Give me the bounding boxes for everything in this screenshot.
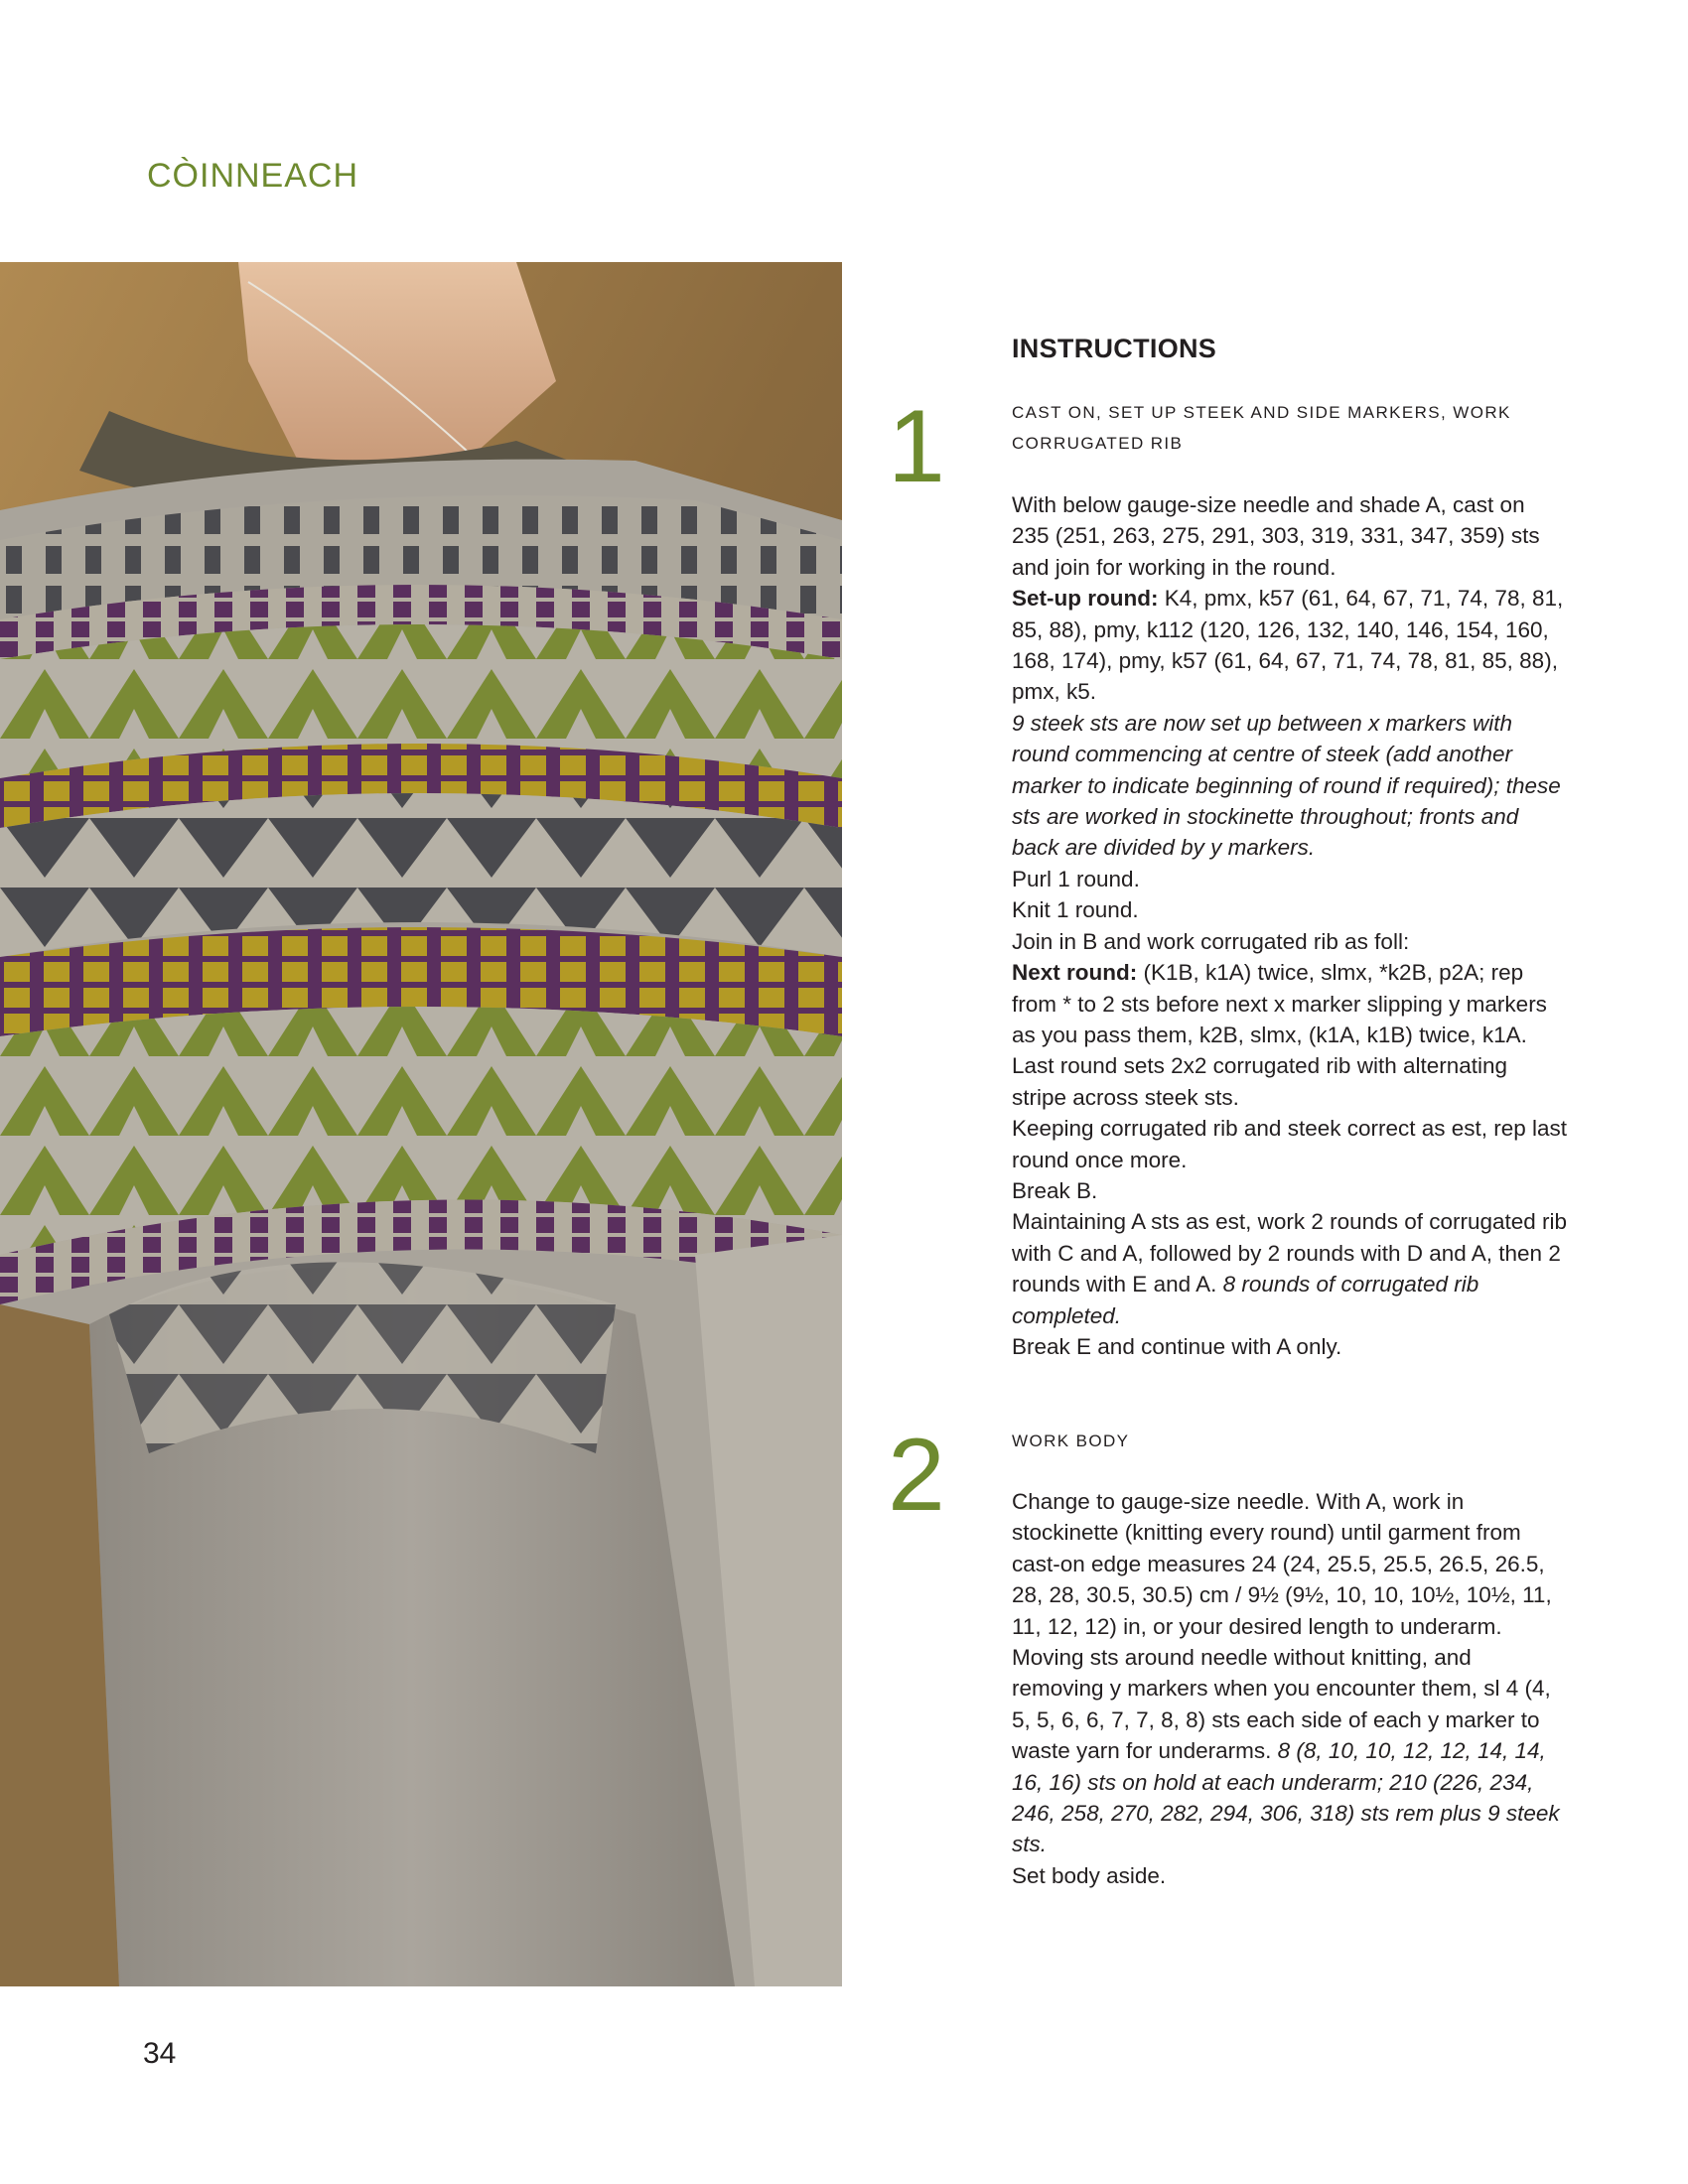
- instruction-text: Keeping corrugated rib and steek correct as est, rep last round once more.: [1012, 1116, 1568, 1172]
- instruction-text: Join in B and work corrugated rib as foll:: [1012, 928, 1410, 954]
- round-label: Set-up round:: [1012, 586, 1159, 612]
- step-heading-1: CAST ON, SET UP STEEK AND SIDE MARKERS, WORK CORRUGATED RIB: [1012, 403, 1511, 453]
- instruction-paragraph: [1012, 1331, 1568, 1362]
- instruction-text: Change to gauge-size needle. With A, work in stockinette (knitting every round) until garment from cast-on edge measures 24 (24, 25.5, 25.5, 26.5, 26.5, 28, 28, 30.5, 30.5) cm / 9½ (9½, 10, 10, 10½, 10½, 11, 11, 12, 12) in, or your desired length to underarm.: [1012, 1489, 1552, 1639]
- instruction-text: Maintaining A sts as est, work 2 rounds of corrugated rib with C and A, followed by 2 rounds with D and A, then 2 rounds with E and A.: [1012, 1209, 1568, 1297]
- pattern-title: CÒINNEACH: [147, 157, 359, 195]
- instruction-paragraph: [1012, 1642, 1568, 1860]
- instruction-paragraph: [1012, 894, 1568, 925]
- instruction-text: Purl 1 round.: [1012, 866, 1140, 891]
- instruction-text: Moving sts around needle without knitting, and removing y markers when you encounter them, sl 4 (4, 5, 5, 6, 6, 7, 7, 8, 8) sts each side of each y marker to waste yarn for underarms.: [1012, 1645, 1551, 1764]
- instruction-text: Set body aside.: [1012, 1862, 1167, 1888]
- page-number: 34: [143, 2037, 177, 2070]
- instruction-paragraph: [1012, 926, 1568, 957]
- instruction-note: 8 rounds of corrugated rib completed.: [1012, 1272, 1479, 1328]
- instruction-text: Last round sets 2x2 corrugated rib with alternating stripe across steek sts.: [1012, 1053, 1508, 1110]
- instruction-paragraph: [1012, 1206, 1568, 1331]
- instruction-paragraph: [1012, 708, 1568, 864]
- instruction-text: With below gauge-size needle and shade A, cast on 235 (251, 263, 275, 291, 303, 319, 331, 347, 359) sts and join for working in the round.: [1012, 492, 1540, 580]
- instruction-paragraph: [1012, 1175, 1568, 1206]
- instruction-note: 9 steek sts are now set up between x markers with round commencing at centre of steek (add another marker to indicate beginning of round if required); these sts are worked in stockinette throughout; fronts and back are divided by y markers.: [1012, 710, 1561, 861]
- instruction-paragraph: [1012, 583, 1568, 708]
- instruction-paragraph: [1012, 1486, 1568, 1642]
- instruction-paragraph: [1012, 1860, 1568, 1891]
- sweater-photo: [0, 262, 842, 1986]
- step-body-1: [1012, 489, 1568, 1362]
- instruction-paragraph: [1012, 1113, 1568, 1175]
- step-body-2: [1012, 1486, 1568, 1891]
- instruction-text: Break E and continue with A only.: [1012, 1333, 1342, 1359]
- instruction-paragraph: [1012, 864, 1568, 894]
- instruction-paragraph: [1012, 489, 1568, 583]
- sweater-yoke-image: [0, 262, 842, 1986]
- round-label: Next round:: [1012, 960, 1138, 986]
- instruction-paragraph: [1012, 957, 1568, 1050]
- step-number-2: 2: [888, 1418, 945, 1533]
- instructions-heading: INSTRUCTIONS: [1012, 334, 1217, 363]
- instruction-text: K4, pmx, k57 (61, 64, 67, 71, 74, 78, 81, 85, 88), pmy, k112 (120, 126, 132, 140, 146, 154, 160, 168, 174), pmy, k57 (61, 64, 67, 71, 74, 78, 81, 85, 88), pmx, k5.: [1012, 586, 1564, 705]
- instruction-text: Knit 1 round.: [1012, 897, 1139, 923]
- step-heading-2: WORK BODY: [1012, 1432, 1130, 1450]
- step-number-1: 1: [888, 389, 945, 504]
- instruction-text: (K1B, k1A) twice, slmx, *k2B, p2A; rep from * to 2 sts before next x marker slipping y markers as you pass them, k2B, slmx, (k1A, k1B) twice, k1A.: [1012, 960, 1547, 1047]
- instruction-text: Break B.: [1012, 1177, 1098, 1203]
- instruction-paragraph: [1012, 1050, 1568, 1113]
- instruction-note: 8 (8, 10, 10, 12, 12, 14, 14, 16, 16) sts on hold at each underarm; 210 (226, 234, 246, 258, 270, 282, 294, 306, 318) sts rem plus 9 steek sts.: [1012, 1738, 1560, 1857]
